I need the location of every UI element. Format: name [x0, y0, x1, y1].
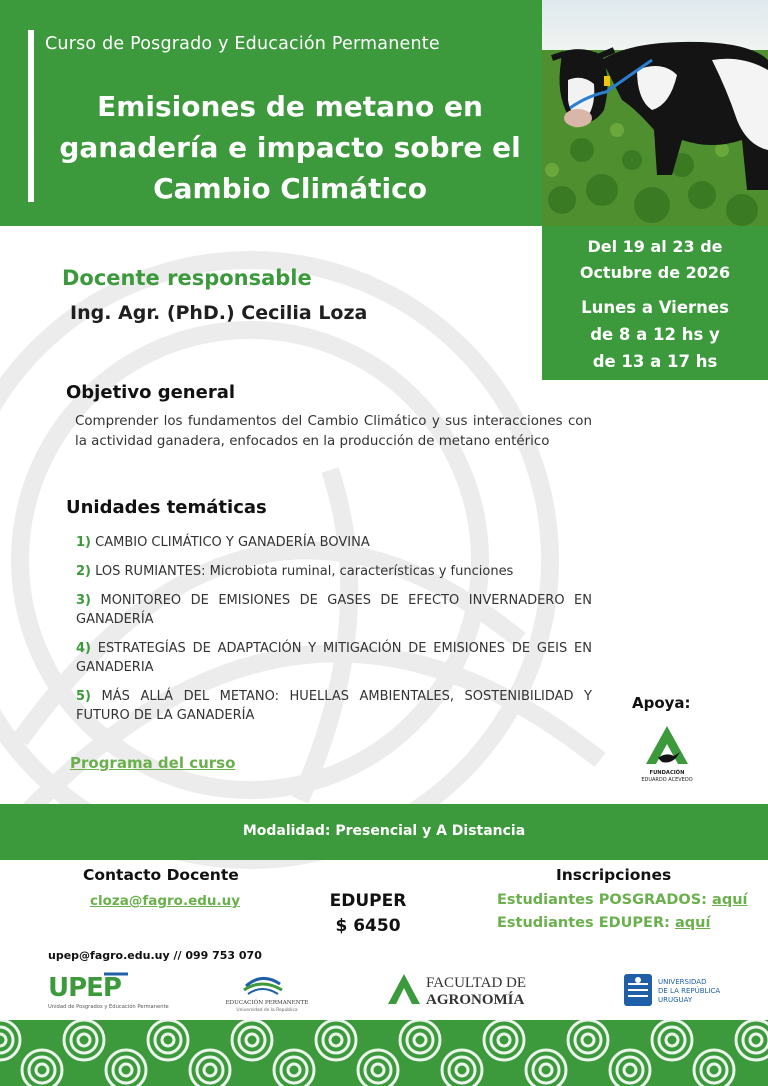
- footer-pattern: [0, 1020, 768, 1086]
- date-line: Octubre de 2026: [579, 263, 731, 282]
- header-accent-bar: [28, 30, 34, 202]
- unit-text: CAMBIO CLIMÁTICO Y GANADERÍA BOVINA: [91, 535, 370, 550]
- contacto-heading: Contacto Docente: [83, 866, 239, 884]
- title-line: Cambio Climático: [153, 172, 427, 205]
- objetivo-text: Comprender los fundamentos del Cambio Climático y sus interacciones con la actividad ganadera, enfocados en la producción de metano entérico: [75, 414, 592, 449]
- schedule: [542, 294, 768, 375]
- fund-line1: FUNDACIÓN: [649, 770, 685, 776]
- inscripcion-eduper: [497, 915, 710, 931]
- posgrados-label: Estudiantes POSGRADOS:: [497, 892, 713, 908]
- udelar-line2: DE LA REPÚBLICA: [658, 987, 721, 995]
- list-item: [76, 639, 592, 677]
- upep-logo-text: UPEP: [48, 973, 121, 1003]
- fund-line2: EDUARDO ACEVEDO: [641, 777, 693, 783]
- precio-label: EDUPER: [329, 891, 407, 911]
- educacion-permanente-logo: [222, 970, 312, 1014]
- modalidad-text: Modalidad: Presencial y A Distancia: [242, 823, 526, 839]
- course-title: [40, 86, 540, 209]
- schedule-line: de 8 a 12 hs y: [590, 325, 720, 344]
- upep-contact: upep@fagro.edu.uy // 099 753 070: [48, 949, 262, 962]
- unidades-heading: Unidades temáticas: [66, 497, 267, 518]
- date-line: Del 19 al 23 de: [587, 237, 723, 256]
- unit-text: MONITOREO DE EMISIONES DE GASES DE EFECTO INVERNADERO EN GANADERÍA: [76, 593, 592, 627]
- upep-logo-sub: Unidad de Posgrados y Educación Permanente: [48, 1004, 169, 1010]
- unit-number: 4): [76, 641, 91, 656]
- unit-text: ESTRATEGÍAS DE ADAPTACIÓN Y MITIGACIÓN DE EMISIONES DE GEIS EN GANADERIA: [76, 641, 592, 675]
- unit-number: 5): [76, 689, 91, 704]
- dates-box: [542, 226, 768, 380]
- docente-name: Ing. Agr. (PhD.) Cecilia Loza: [70, 302, 368, 324]
- title-line: ganadería e impacto sobre el: [59, 131, 521, 164]
- udelar-logo: [624, 972, 734, 1008]
- programa-link[interactable]: Programa del curso: [70, 754, 236, 772]
- fagro-line2: AGRONOMÍA: [426, 992, 525, 1008]
- list-item: [76, 562, 592, 581]
- fagro-line1: FACULTAD DE: [426, 975, 527, 991]
- posgrados-link[interactable]: aquí: [712, 892, 748, 908]
- inscripcion-posgrados: [497, 892, 748, 908]
- apoya-label: Apoya:: [632, 694, 691, 712]
- date-range: [542, 234, 768, 286]
- list-item: [76, 687, 592, 725]
- ep-logo-text: EDUCACIÓN PERMANENTE: [225, 1000, 309, 1006]
- list-item: [76, 533, 592, 552]
- upep-logo: [48, 968, 169, 1014]
- inscripciones-heading: Inscripciones: [556, 866, 672, 884]
- cow-photo: [542, 0, 768, 226]
- unit-text: MÁS ALLÁ DEL METANO: HUELLAS AMBIENTALES, SOSTENIBILIDAD Y FUTURO DE LA GANADERÍA: [76, 689, 592, 723]
- contacto-email-link[interactable]: cloza@fagro.edu.uy: [90, 893, 241, 909]
- unit-text: LOS RUMIANTES: Microbiota ruminal, características y funciones: [91, 564, 514, 579]
- unit-number: 1): [76, 535, 91, 550]
- objetivo-heading: Objetivo general: [66, 382, 236, 403]
- udelar-line1: UNIVERSIDAD: [658, 978, 707, 986]
- docente-heading: Docente responsable: [62, 266, 312, 290]
- eduper-label: Estudiantes EDUPER:: [497, 915, 675, 931]
- precio-amount: $ 6450: [335, 916, 401, 936]
- list-item: [76, 591, 592, 629]
- eduper-link[interactable]: aquí: [674, 915, 711, 931]
- ep-logo-sub: Universidad de la República: [236, 1008, 298, 1013]
- unit-number: 3): [76, 593, 91, 608]
- unidades-list: [76, 533, 592, 735]
- title-line: Emisiones de metano en: [97, 90, 483, 123]
- course-kicker: Curso de Posgrado y Educación Permanente: [45, 34, 440, 54]
- facultad-agronomia-logo: [388, 970, 548, 1010]
- udelar-line3: URUGUAY: [658, 996, 693, 1004]
- schedule-line: de 13 a 17 hs: [592, 352, 718, 371]
- precio-eduper: [318, 889, 418, 939]
- schedule-line: Lunes a Viernes: [581, 298, 729, 317]
- fundacion-eduardo-acevedo-logo: [636, 722, 698, 784]
- unit-number: 2): [76, 564, 91, 579]
